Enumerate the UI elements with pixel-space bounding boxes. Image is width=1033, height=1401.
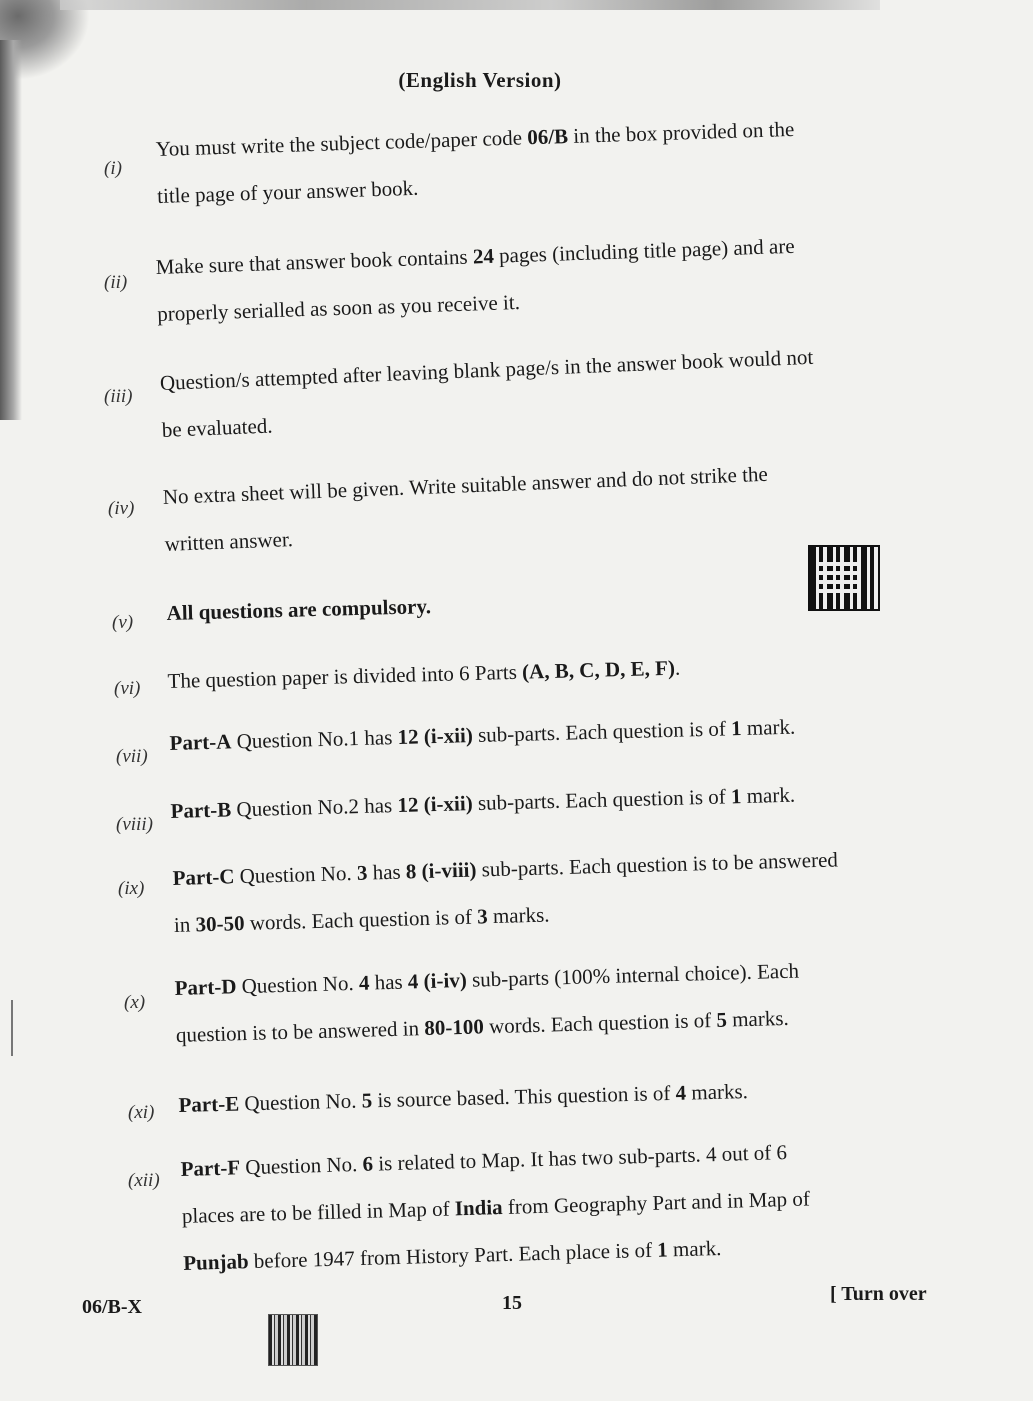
instruction-line: [167, 645, 681, 705]
instruction-line: Question/s attempted after leaving blank page/s in the answer book would not: [159, 344, 814, 395]
instruction-item: [174, 948, 801, 1059]
instruction-item: [155, 223, 797, 338]
instruction-item: [167, 645, 681, 705]
instruction-text: 5: [361, 1088, 373, 1113]
item-number: (ix): [118, 878, 145, 899]
instruction-text: sub-parts (100% internal choice). Each: [466, 958, 800, 992]
instruction-line: All questions are compulsory.: [166, 594, 432, 625]
instruction-text: Part-F: [180, 1155, 241, 1181]
item-number: (iii): [104, 386, 133, 407]
instruction-text: marks.: [685, 1079, 749, 1105]
instruction-line: [169, 704, 796, 767]
instruction-text: 4 (i-iv): [407, 967, 468, 994]
item-number: (x): [124, 992, 146, 1013]
instruction-item: [178, 1068, 748, 1129]
instruction-text: India: [454, 1195, 503, 1221]
instruction-text: Part-A: [169, 729, 232, 755]
instruction-text: has: [369, 969, 409, 995]
item-number: (xii): [128, 1170, 160, 1191]
instruction-text: places are to be filled in Map of: [181, 1196, 456, 1228]
instruction-text: 80-100: [423, 1014, 485, 1041]
instruction-item: [162, 451, 770, 568]
instruction-line: No extra sheet will be given. Write suitable answer and do not strike the: [162, 461, 769, 509]
instruction-text: sub-parts. Each question is of: [472, 716, 732, 748]
paper-code: 06/B-X: [82, 1296, 142, 1318]
instruction-text: sub-parts. Each question is to be answered: [476, 847, 839, 882]
instruction-text: Question No.1 has: [231, 725, 398, 754]
instruction-text: 3: [356, 860, 368, 885]
item-number: (i): [104, 158, 122, 179]
instruction-text: is source based. This question is of: [371, 1080, 676, 1113]
instruction-line: written answer.: [164, 527, 294, 556]
instruction-text: Part-E: [178, 1091, 240, 1117]
version-heading: (English Version): [398, 68, 562, 92]
instruction-item: [170, 772, 796, 835]
instruction-text: Part-D: [174, 974, 237, 1000]
item-number: (ii): [104, 272, 128, 293]
scan-shadow-left: [0, 40, 22, 420]
qr-code-image: [808, 545, 880, 611]
instruction-text: has: [367, 859, 407, 885]
instruction-text: Question No.: [238, 1088, 362, 1116]
instruction-text: The question paper is divided into 6 Parts: [167, 659, 523, 693]
instruction-text: (A, B, C, D, E, F): [521, 655, 676, 684]
instruction-text: in: [173, 912, 196, 937]
instruction-text: 12 (i-xii): [397, 723, 474, 750]
instruction-line: properly serialled as soon as you receive it.: [156, 289, 521, 326]
instruction-text: words. Each question is of: [244, 904, 478, 935]
instruction-line: title page of your answer book.: [156, 175, 419, 208]
instruction-line: be evaluated.: [161, 413, 273, 442]
scan-shadow-top: [60, 0, 880, 10]
turn-over-note: [ Turn over: [830, 1283, 927, 1305]
instruction-text: 6: [362, 1151, 374, 1176]
instruction-text: 4: [675, 1080, 687, 1105]
instruction-text: Make sure that answer book contains: [155, 244, 474, 279]
item-number: (xi): [128, 1102, 155, 1123]
instruction-text: 1: [656, 1237, 669, 1262]
barcode-image: [268, 1314, 318, 1366]
instruction-text: 5: [716, 1007, 728, 1032]
instruction-text: Question No.: [239, 1151, 363, 1180]
scan-mark-left: [11, 1000, 13, 1056]
instruction-text: mark.: [741, 782, 796, 809]
instruction-text: Punjab: [182, 1249, 249, 1275]
item-number: (vi): [114, 678, 141, 699]
instruction-text: 06/B: [526, 124, 569, 150]
instruction-item: [166, 583, 432, 637]
instruction-text: words. Each question is of: [483, 1007, 717, 1039]
instruction-text: marks.: [726, 1005, 790, 1032]
instruction-text: Part-C: [172, 864, 235, 890]
instruction-text: in the box provided on the: [567, 116, 795, 149]
instruction-item: [180, 1128, 812, 1286]
instruction-text: Question No.: [236, 970, 360, 999]
instruction-text: 4: [358, 970, 370, 995]
instruction-text: marks.: [487, 902, 550, 929]
instruction-text: 1: [730, 716, 742, 741]
instruction-text: 24: [472, 243, 495, 269]
instruction-text: mark.: [741, 714, 796, 741]
item-number: (viii): [116, 814, 153, 835]
instruction-text: sub-parts. Each question is of: [472, 784, 732, 816]
instruction-text: .: [674, 655, 681, 680]
instruction-text: You must write the subject code/paper code: [155, 125, 528, 161]
item-number: (v): [112, 612, 134, 633]
instruction-line: [170, 772, 796, 835]
instruction-item: [155, 106, 796, 220]
item-number: (vii): [116, 746, 148, 767]
instruction-text: before 1947 from History Part. Each place is of: [248, 1237, 658, 1274]
instruction-text: question is to be answered in: [175, 1016, 425, 1047]
instruction-text: Question No.2 has: [230, 793, 398, 822]
instruction-text: from Geography Part and in Map of: [502, 1186, 811, 1220]
instruction-text: 30-50: [195, 911, 245, 937]
instruction-text: mark.: [667, 1235, 722, 1262]
instruction-text: 12 (i-xii): [397, 791, 473, 818]
instruction-text: pages (including title page) and are: [493, 233, 795, 268]
instruction-text: 8 (i-viii): [405, 857, 477, 884]
instruction-item: [159, 334, 816, 454]
instruction-text: Question No.: [234, 860, 358, 889]
page-number: 15: [502, 1292, 522, 1314]
instruction-line: [178, 1068, 748, 1129]
instruction-text: Part-B: [170, 797, 232, 823]
instruction-text: 3: [476, 904, 488, 929]
instruction-text: 1: [730, 784, 742, 809]
item-number: (iv): [108, 498, 135, 519]
instruction-text: is related to Map. It has two sub-parts. 4 out of 6: [372, 1140, 788, 1176]
instruction-item: [169, 704, 796, 767]
instruction-item: [172, 836, 840, 949]
